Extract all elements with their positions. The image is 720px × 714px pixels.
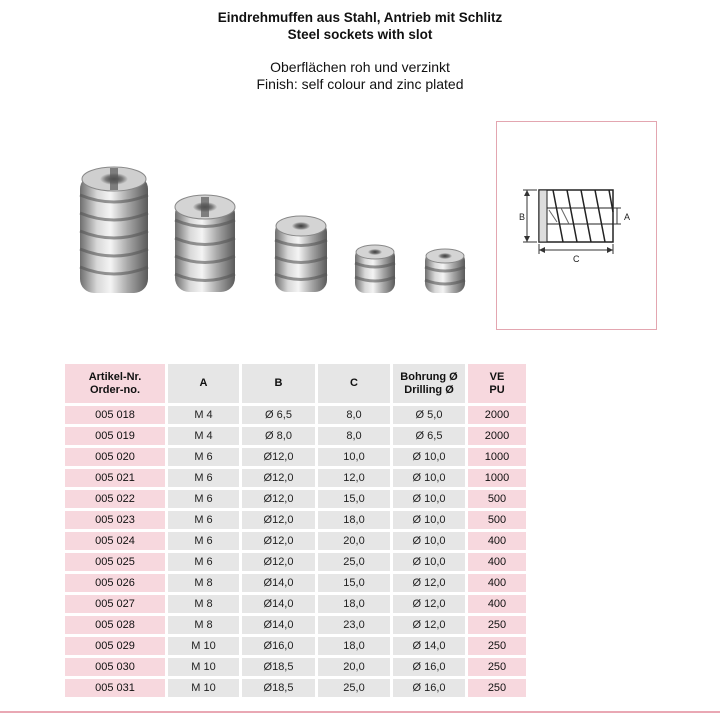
table-row	[65, 448, 526, 469]
cell-drilling: Ø 5,0	[393, 406, 465, 427]
cell-pu: 2000	[468, 406, 526, 427]
cell-c: 15,0	[318, 574, 390, 595]
cell-pu: 500	[468, 511, 526, 532]
cell-a: M 10	[168, 679, 239, 700]
cell-b: Ø12,0	[242, 448, 315, 469]
cell-a: M 6	[168, 532, 239, 553]
cell-drilling: Ø 10,0	[393, 448, 465, 469]
cell-c: 8,0	[318, 406, 390, 427]
cell-article-no: 005 018	[65, 406, 165, 427]
cell-a: M 4	[168, 406, 239, 427]
cell-pu: 400	[468, 595, 526, 616]
cell-pu: 250	[468, 637, 526, 658]
cell-c: 20,0	[318, 532, 390, 553]
cell-article-no: 005 020	[65, 448, 165, 469]
cell-b: Ø14,0	[242, 595, 315, 616]
table-row	[65, 511, 526, 532]
socket-3	[275, 216, 327, 292]
cell-b: Ø 8,0	[242, 427, 315, 448]
cell-article-no: 005 026	[65, 574, 165, 595]
cell-c: 12,0	[318, 469, 390, 490]
cell-pu: 250	[468, 616, 526, 637]
cell-b: Ø14,0	[242, 574, 315, 595]
cell-c: 18,0	[318, 637, 390, 658]
cell-article-no: 005 030	[65, 658, 165, 679]
table-header-row	[65, 364, 526, 406]
table-row	[65, 595, 526, 616]
table-row	[65, 574, 526, 595]
cell-a: M 6	[168, 553, 239, 574]
cell-c: 18,0	[318, 511, 390, 532]
title-english: Steel sockets with slot	[287, 27, 433, 42]
table-row	[65, 406, 526, 427]
header-b: B	[242, 364, 315, 406]
cell-a: M 6	[168, 469, 239, 490]
cell-article-no: 005 027	[65, 595, 165, 616]
table-row	[65, 637, 526, 658]
cell-a: M 8	[168, 595, 239, 616]
cell-b: Ø12,0	[242, 469, 315, 490]
cell-article-no: 005 031	[65, 679, 165, 700]
dim-label-a: A	[624, 212, 631, 222]
cell-article-no: 005 029	[65, 637, 165, 658]
cell-article-no: 005 022	[65, 490, 165, 511]
cell-a: M 6	[168, 511, 239, 532]
cell-b: Ø 6,5	[242, 406, 315, 427]
cell-a: M 6	[168, 490, 239, 511]
cell-b: Ø12,0	[242, 511, 315, 532]
cell-pu: 400	[468, 574, 526, 595]
dim-label-b: B	[519, 212, 526, 222]
dim-label-c: C	[573, 254, 580, 264]
cell-pu: 500	[468, 490, 526, 511]
cell-article-no: 005 023	[65, 511, 165, 532]
cell-drilling: Ø 16,0	[393, 658, 465, 679]
cell-c: 25,0	[318, 553, 390, 574]
cell-drilling: Ø 12,0	[393, 595, 465, 616]
header-article-no: Artikel-Nr. Order-no.	[65, 364, 165, 406]
cell-drilling: Ø 10,0	[393, 532, 465, 553]
cell-article-no: 005 021	[65, 469, 165, 490]
cell-pu: 2000	[468, 427, 526, 448]
cell-drilling: Ø 10,0	[393, 511, 465, 532]
cell-b: Ø14,0	[242, 616, 315, 637]
cell-a: M 8	[168, 574, 239, 595]
cell-drilling: Ø 6,5	[393, 427, 465, 448]
cell-article-no: 005 025	[65, 553, 165, 574]
socket-1	[80, 167, 148, 293]
header-c: C	[318, 364, 390, 406]
cell-b: Ø16,0	[242, 637, 315, 658]
cell-drilling: Ø 10,0	[393, 490, 465, 511]
cell-drilling: Ø 12,0	[393, 616, 465, 637]
cell-b: Ø12,0	[242, 553, 315, 574]
cell-c: 23,0	[318, 616, 390, 637]
cell-drilling: Ø 14,0	[393, 637, 465, 658]
cell-drilling: Ø 10,0	[393, 553, 465, 574]
cell-pu: 400	[468, 553, 526, 574]
table-row	[65, 616, 526, 637]
cell-c: 15,0	[318, 490, 390, 511]
table-row	[65, 553, 526, 574]
cell-a: M 4	[168, 427, 239, 448]
cell-article-no: 005 019	[65, 427, 165, 448]
header-a: A	[168, 364, 239, 406]
cell-article-no: 005 024	[65, 532, 165, 553]
cell-pu: 250	[468, 679, 526, 700]
socket-2	[175, 195, 235, 292]
header-drilling: Bohrung Ø Drilling Ø	[393, 364, 465, 406]
bottom-divider	[0, 711, 720, 713]
product-table	[62, 364, 529, 700]
table-row	[65, 427, 526, 448]
cell-pu: 1000	[468, 448, 526, 469]
cell-c: 20,0	[318, 658, 390, 679]
cell-pu: 1000	[468, 469, 526, 490]
cell-a: M 10	[168, 637, 239, 658]
socket-4	[355, 245, 395, 293]
cell-a: M 10	[168, 658, 239, 679]
product-photo	[70, 165, 470, 310]
table-row	[65, 658, 526, 679]
cell-c: 25,0	[318, 679, 390, 700]
table-row	[65, 532, 526, 553]
cell-drilling: Ø 12,0	[393, 574, 465, 595]
socket-5	[425, 249, 465, 293]
cell-drilling: Ø 16,0	[393, 679, 465, 700]
cell-b: Ø12,0	[242, 490, 315, 511]
cell-pu: 400	[468, 532, 526, 553]
finish-german: Oberflächen roh und verzinkt	[270, 59, 450, 75]
cell-c: 18,0	[318, 595, 390, 616]
cell-c: 10,0	[318, 448, 390, 469]
cell-a: M 8	[168, 616, 239, 637]
table-row	[65, 469, 526, 490]
technical-drawing	[496, 121, 657, 330]
cell-a: M 6	[168, 448, 239, 469]
finish-english: Finish: self colour and zinc plated	[256, 76, 464, 92]
cell-b: Ø12,0	[242, 532, 315, 553]
header-pu: VE PU	[468, 364, 526, 406]
table-row	[65, 490, 526, 511]
cell-b: Ø18,5	[242, 658, 315, 679]
title-german: Eindrehmuffen aus Stahl, Antrieb mit Schlitz	[217, 10, 503, 25]
cell-pu: 250	[468, 658, 526, 679]
cell-c: 8,0	[318, 427, 390, 448]
cell-b: Ø18,5	[242, 679, 315, 700]
cell-drilling: Ø 10,0	[393, 469, 465, 490]
table-row	[65, 679, 526, 700]
cell-article-no: 005 028	[65, 616, 165, 637]
